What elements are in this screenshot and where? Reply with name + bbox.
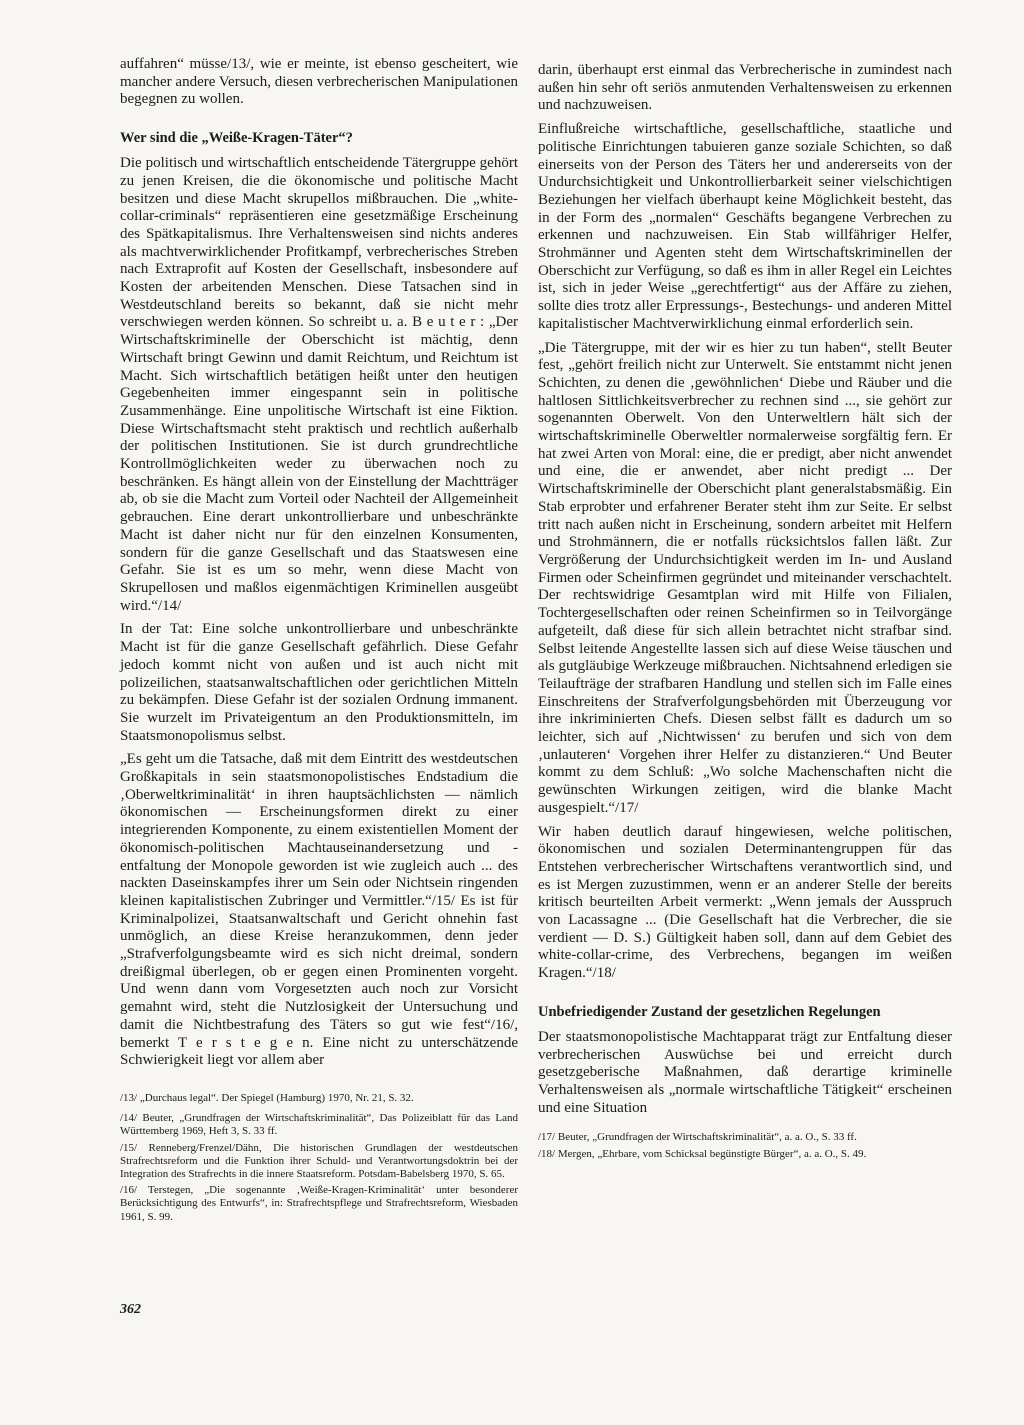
paragraph: Der staatsmonopolistische Machtapparat trägt zur Entfaltung dieser verbrecherischen Auswüchse bei und erreicht durch gesetzgeberische Maßnahmen, daß derartige kriminelle Verhaltensweisen als „normale wirtschaftliche Tätigkeit“ erscheinen und eine Situation bbox=[538, 1028, 952, 1116]
footnote: /18/ Mergen, „Ehrbare, vom Schicksal begünstigte Bürger“, a. a. O., S. 49. bbox=[538, 1147, 867, 1160]
footnote: /14/ Beuter, „Grundfragen der Wirtschaftskriminalität“, Das Polizeiblatt für das Land Württemberg 1969, Heft 3, S. 33 ff. bbox=[120, 1112, 518, 1138]
section-heading: Wer sind die „Weiße-Kragen-Täter“? bbox=[120, 130, 353, 147]
paragraph: darin, überhaupt erst einmal das Verbrecherische in zumindest nach außen hin sehr oft seriös anmutenden Verhaltensweisen zu erkennen und nachzuweisen. bbox=[538, 62, 952, 114]
paragraph: Die politisch und wirtschaftlich entscheidende Tätergruppe gehört zu jenen Kreisen, die die ökonomische und politische Macht besitzen und diese Macht skrupellos mißbrauchen. Die „white-collar-criminals“ repräsentieren eine gesetzmäßige Erscheinung des Spätkapitalismus. Ihre Verhaltensweisen sind nichts anderes als machtverwirklichender Profitkampf, verbrecherisches Streben nach Extraprofit auf Kosten der Gesellschaft, insbesondere auf Kosten der arbeitenden Menschen. Diese Tatsachen sind in Westdeutschland bereits so bekannt, daß sie nicht mehr verschwiegen werden können. So schreibt u. a. B e u t e r : „Der Wirtschaftskriminelle der Oberschicht ist mächtig, denn Wirtschaft bringt Gewinn und damit Reichtum, und Reichtum ist Macht. Sich wirtschaftlich betätigen heißt unter den heutigen Gegebenheiten immer eingespannt sein in politische Zusammenhänge. Eine unpolitische Wirtschaft ist eine Fiktion. Diese Wirtschaftsmacht steht praktisch und rechtlich außerhalb der politischen Institutionen. Sie ist durch grundrechtliche Kontrollmöglichkeiten weder zu überwachen noch zu beschränken. Es hängt allein von der Einstellung der Machtträger ab, ob sie die Macht zum Vorteil oder Nachteil der Allgemeinheit gebrauchen. Eine derart unkontrollierbare und unbeschränkte Macht ist daher nicht nur für den einzelnen Konsumenten, sondern für die ganze Gesellschaft und das Staatswesen eine Gefahr. Sie ist es um so mehr, wenn diese Macht von Skrupellosen und maßlos eigenmächtigen Kriminellen ausgeübt wird.“/14/ bbox=[120, 155, 518, 614]
footnote: /16/ Terstegen, „Die sogenannte ‚Weiße-Kragen-Kriminalität‘ unter besonderer Berücksichtigung des Entwurfs“, in: Strafrechtspflege und Strafrechtsreform, Wiesbaden 1961, S. 99. bbox=[120, 1184, 518, 1223]
paragraph: auffahren“ müsse/13/, wie er meinte, ist ebenso gescheitert, wie mancher andere Versuch, diesen verbrecherischen Manipulationen begegnen zu wollen. bbox=[120, 56, 518, 108]
left-column bbox=[120, 56, 518, 1227]
footnote: /15/ Renneberg/Frenzel/Dähn, Die historischen Grundlagen der westdeutschen Strafrechtsreform und die Funktion ihrer Schuld- und Verantwortungsdoktrin bei der Integration des Strafrechts in die innere Staatsreform. Potsdam-Babelsberg 1970, S. 65. bbox=[120, 1141, 518, 1180]
paragraph: Einflußreiche wirtschaftliche, gesellschaftliche, staatliche und politische Einrichtungen tabuieren ganze soziale Schichten, so daß einerseits von der Person des Täters her und andererseits von der Undurchsichtigkeit und Unkontrollierbarkeit seiner vielschichtigen Beziehungen her vielfach überhaupt keine Möglichkeit besteht, das in der Form des „normalen“ Geschäfts begangene Verbrechen zu erkennen und nachzuweisen. Ein Stab willfähriger Helfer, Strohmänner und Agenten steht dem Wirtschaftskriminellen der Oberschicht zur Verfügung, so daß es ihm in aller Regel ein Leichtes ist, sich in jeder Weise „gerechtfertigt“ aus der Affäre zu ziehen, sollte dies trotz aller Erpressungs-, Bestechungs- und anderen Mittel kapitalistischer Machtverwirklichung einmal erforderlich sein. bbox=[538, 121, 952, 332]
paragraph: In der Tat: Eine solche unkontrollierbare und unbeschränkte Macht ist für die ganze Gesellschaft gefährlich. Diese Gefahr jedoch kommt nicht von außen und ist auch nicht mit polizeilichen, staatsanwaltschaftlichen oder gerichtlichen Mitteln zu bekämpfen. Diese Gefahr ist der sozialen Ordnung immanent. Sie wurzelt im Privateigentum an den Produktionsmitteln, im Staatsmonopolismus selbst. bbox=[120, 621, 518, 744]
page-number: 362 bbox=[120, 1302, 141, 1317]
footnote: /17/ Beuter, „Grundfragen der Wirtschaftskriminalität“, a. a. O., S. 33 ff. bbox=[538, 1131, 857, 1144]
paragraph: „Die Tätergruppe, mit der wir es hier zu tun haben“, stellt Beuter fest, „gehört freilich nicht zur Unterwelt. Sie entstammt nicht jenen Schichten, zu denen die ‚gewöhnlichen‘ Diebe und Räuber und die haltlosen Sittlichkeitsverbrecher zu rechnen sind ..., sie gehört zur sogenannten Oberwelt. Von den Unterweltlern hält sich der wirtschaftskriminelle Oberweltler normalerweise sorgfältig fern. Er hat zwei Arten von Moral: eine, die er predigt, aber nicht anwendet und eine, die er anwendet, aber nicht predigt ... Der Wirtschaftskriminelle der Oberschicht plant generalstabsmäßig. Ein Stab erprobter und erfahrener Berater steht ihm zur Seite. Er selbst tritt nach außen nicht in Erscheinung, sondern arbeitet mit Helfern und Strohmännern, die er notfalls rücksichtslos fallen läßt. Zur Vergrößerung der Undurchsichtigkeit werden im In- und Ausland Firmen oder Scheinfirmen gegründet und miteinander verschachtelt. Der rechtswidrige Gesamtplan wird mit Hilfe von Filialen, Tochtergesellschaften oder reinen Scheinfirmen so in Teilvorgänge aufgeteilt, daß diese für sich allein betrachtet nicht strafbar sind. Selbst leitende Angestellte lassen sich auf diese Weise täuschen und als gutgläubige Werkzeuge mißbrauchen. Nichtsahnend erledigen sie Teilaufträge der strafbaren Handlung und stellen sich im Falle eines Einschreitens der Strafverfolgungsbehörden mit Überzeugung vor ihre inkriminierten Chefs. Diesen selbst fällt es dadurch um so leichter, sich auf ‚Nichtwissen‘ zu berufen und sich von dem ‚unlauteren‘ Vorgehen ihrer Helfer zu distanzieren.“ Und Beuter kommt zu dem Schluß: „Wo solche Machenschaften nicht die gewünschten Wirkungen zeitigen, wird die blanke Macht ausgespielt.“/17/ bbox=[538, 339, 952, 816]
paragraph: Wir haben deutlich darauf hingewiesen, welche politischen, ökonomischen und sozialen Determinantengruppen für das Entstehen verbrecherischer Wirtschaftens verantwortlich sind, und es ist Mergen zuzustimmen, wenn er an anderer Stelle der bereits kritisch beurteilten Arbeit vermerkt: „Wenn jemals der Ausspruch von Lacassagne ... (Die Gesellschaft hat die Verbrecher, die sie verdient — D. S.) Gültigkeit haben soll, dann auf dem Gebiet des white-collar-crime, des Verbrechens, begangen im weißen Kragen.“/18/ bbox=[538, 823, 952, 982]
section-heading: Unbefriedigender Zustand der gesetzlichen Regelungen bbox=[538, 1003, 881, 1020]
footnotes bbox=[538, 1131, 952, 1160]
footnotes bbox=[120, 1092, 518, 1224]
right-column bbox=[538, 62, 952, 1164]
paragraph: „Es geht um die Tatsache, daß mit dem Eintritt des westdeutschen Großkapitals in sein staatsmonopolistisches Endstadium die ‚Oberweltkriminalität‘ in ihren hauptsächlichsten — nämlich ökonomischen — Erscheinungsformen direkt zu einer integrierenden Komponente, zu einem existentiellen Moment der ökonomisch-politischen Machtauseinandersetzung und -entfaltung der Monopole geworden ist wie zugleich auch ... des nackten Daseinskampfes ihrer um Sein oder Nichtsein ringenden kleinen kapitalistischen Zubringer und Vermittler.“/15/ Es ist für Kriminalpolizei, Staatsanwaltschaft und Gericht ohnehin fast unmöglich, an diese Kreise heranzukommen, denn jeder „Strafverfolgungsbeamte wird es sich nicht dreimal, sondern dreißigmal überlegen, ob er gegen einen Prominenten vorgeht. Und wenn dann vom Vorgesetzten auch noch zur Vorsicht gemahnt wird, steht die Nutzlosigkeit der Untersuchung und damit die Nichtbestrafung des Täters so gut wie fest“/16/, bemerkt T e r s t e g e n. Eine nicht zu unterschätzende Schwierigkeit liegt vor allem aber bbox=[120, 751, 518, 1069]
footnote: /13/ „Durchaus legal“. Der Spiegel (Hamburg) 1970, Nr. 21, S. 32. bbox=[120, 1091, 414, 1104]
